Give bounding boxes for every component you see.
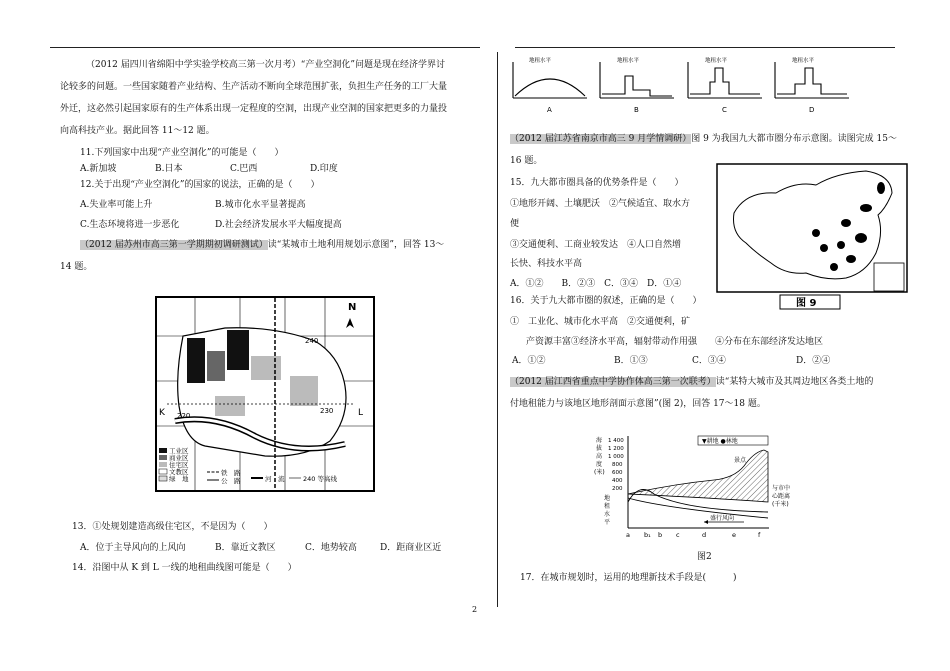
svg-text:工业区: 工业区: [169, 447, 189, 455]
label-k: K: [159, 408, 165, 418]
north-label: N: [348, 302, 357, 313]
q11-option-c: C.巴西: [230, 164, 258, 174]
q16-option-a: A．①②: [512, 356, 546, 366]
svg-text:b₁: b₁: [644, 531, 651, 539]
source-suzhou: [80, 239, 444, 251]
fig9-label: 图 9: [796, 298, 817, 309]
svg-text:与市中: 与市中: [772, 485, 791, 492]
rent-graph-c: [688, 62, 762, 98]
q16-line-1: ① 工业化、城市化水平高 ②交通便利，矿: [510, 317, 691, 327]
svg-text:海: 海: [596, 437, 603, 444]
q11-option-a: A.新加坡: [80, 164, 117, 174]
rent-graph-d-title: 地租水平: [792, 58, 815, 64]
label-l: L: [358, 408, 364, 418]
contour-220-label: 220: [177, 412, 191, 420]
q13-option-c: C．地势较高: [305, 543, 357, 553]
q12-option-b: B.城市化水平显著提高: [215, 200, 306, 210]
column-divider: [497, 52, 498, 607]
question-12: 12.关于出现“产业空洞化”的国家的说法，正确的是（ ）: [80, 180, 320, 190]
svg-text:d: d: [702, 531, 707, 539]
q15-line-4: 长快、科技水平高: [510, 259, 583, 269]
q15-line-3: ③交通便利、工商业较发达 ④人口自然增: [510, 240, 682, 250]
q12-option-d: D.社会经济发展水平大幅度提高: [215, 220, 342, 230]
question-13: 13．①处规划建造高级住宅区，不是因为（ ）: [72, 522, 273, 532]
industrial-zone-west: [187, 338, 205, 383]
wind-arrow-icon: [704, 520, 708, 524]
svg-text:1 200: 1 200: [608, 446, 624, 452]
svg-text:平: 平: [604, 519, 611, 526]
svg-text:心距离: 心距离: [772, 493, 791, 500]
terrain-rent-profile: [594, 432, 808, 540]
q15-line-1: ①地形开阔、土壤肥沃 ②气候适宜、取水方: [510, 199, 691, 209]
wind-direction-label: 盛行风向: [710, 515, 735, 522]
profile-x-axis-label: [772, 484, 790, 508]
q15-line-2: 便: [510, 219, 520, 229]
q13-option-b: B．靠近文教区: [215, 543, 276, 553]
svg-text:绿 地: 绿 地: [169, 475, 189, 483]
svg-text:f: f: [758, 531, 761, 539]
header-rule-right: [515, 47, 895, 48]
industrial-zone-north: [227, 330, 249, 370]
question-16: 16．关于九大都市圈的叙述，正确的是（ ）: [510, 296, 702, 306]
intro-line-3: 外迁，这必然引起国家原有的生产体系出现一定程度的空洞，出现产业空洞的国家把更多的力量投: [60, 104, 448, 114]
rent-curve-2: [628, 498, 768, 518]
q13-option-d: D．距商业区近: [380, 543, 442, 553]
commercial-zone: [207, 351, 225, 381]
profile-rent-label: [604, 494, 610, 526]
svg-text:200: 200: [612, 486, 623, 492]
scenic-label: 景点: [734, 457, 747, 464]
source-nanjing-highlight: （2012 届江苏省南京市高三 9 月学情调研）: [510, 134, 692, 144]
intro-line-1: （2012 届四川省绵阳中学实验学校高三第一次月考）“产业空洞化”问题是现在经济学界讨: [86, 60, 445, 70]
rent-graph-b-title: 地租水平: [617, 58, 640, 64]
q16-option-b: B．①③: [614, 356, 648, 366]
rent-graph-d-letter: D: [809, 106, 815, 114]
contour-240-label: 240: [305, 337, 319, 345]
svg-text:a: a: [626, 531, 630, 539]
profile-y-ticks: [608, 438, 624, 492]
svg-text:拔: 拔: [596, 445, 603, 452]
svg-text:e: e: [732, 531, 736, 539]
svg-text:400: 400: [612, 478, 623, 484]
question-15: 15．九大都市圈具备的优势条件是（ ）: [510, 178, 684, 188]
source-nanjing: [510, 133, 897, 145]
rent-curve-graphs: [505, 54, 865, 114]
china-metro-map: [716, 163, 908, 311]
source-suzhou-tail: 读“某城市土地利用规划示意图”，回答 13～: [267, 240, 445, 250]
svg-text:(千米): (千米): [772, 501, 789, 508]
rent-graph-a-title: 地租水平: [529, 58, 552, 64]
svg-text:高: 高: [596, 453, 603, 460]
header-rule-left: [50, 47, 480, 48]
svg-text:河 流: 河 流: [265, 475, 285, 483]
source-suzhou-highlight: （2012 届苏州市高三第一学期期初调研测试）: [80, 240, 268, 250]
svg-text:800: 800: [612, 462, 623, 468]
svg-text:b: b: [658, 531, 663, 539]
q16-option-d: D．②④: [796, 356, 831, 366]
source-jiangxi: [510, 376, 873, 388]
figure-2-caption: 图2: [697, 552, 712, 562]
q12-option-a: A.失业率可能上升: [80, 200, 153, 210]
question-17: 17．在城市规划时，运用的地理新技术手段是( ): [520, 573, 737, 583]
source-suzhou-line2: 14 题。: [60, 262, 93, 272]
q11-option-d: D.印度: [310, 164, 338, 174]
source-jiangxi-highlight: （2012 届江西省重点中学协作体高三第一次联考）: [510, 377, 716, 387]
source-jiangxi-tail: 读“某特大城市及其周边地区各类土地的: [715, 377, 874, 387]
svg-text:1 400: 1 400: [608, 438, 624, 444]
svg-text:600: 600: [612, 470, 623, 476]
q11-option-b: B.日本: [155, 164, 183, 174]
profile-x-letters: [626, 531, 761, 539]
svg-text:租: 租: [604, 503, 611, 510]
svg-text:240 等高线: 240 等高线: [303, 475, 337, 483]
profile-y-axis-label: [594, 436, 605, 476]
intro-line-4: 向高科技产业。据此回答 11～12 题。: [60, 126, 215, 136]
rent-graph-a-letter: A: [547, 106, 552, 114]
south-sea-inset: [874, 263, 904, 291]
terrain-profile: [628, 450, 768, 502]
question-14: 14．沿图中从 K 到 L 一线的地租曲线图可能是（ ）: [72, 563, 297, 573]
svg-text:水: 水: [604, 511, 611, 518]
intro-line-2: 论较多的问题。一些国家随着产业结构、生产活动不断向全球范围扩张，负担生产任务的工厂大量: [60, 82, 448, 92]
city-land-use-map: [155, 296, 375, 492]
svg-text:(米): (米): [594, 469, 605, 476]
question-11: 11.下列国家中出现“产业空洞化”的可能是（ ）: [80, 148, 284, 158]
rent-graph-d: [775, 62, 849, 98]
rent-graph-c-letter: C: [722, 106, 727, 114]
page-number: 2: [472, 605, 478, 614]
source-nanjing-tail: 图 9 为我国九大都市圈分布示意图。读图完成 15～: [691, 134, 897, 144]
svg-text:住宅区: 住宅区: [169, 461, 189, 469]
q16-line-2: 产资源丰富③经济水平高，辐射带动作用强 ④分布在东部经济发达地区: [526, 337, 824, 347]
rent-graph-b: [600, 62, 674, 98]
svg-text:1 000: 1 000: [608, 454, 624, 460]
contour-230-label: 230: [320, 407, 334, 415]
profile-legend: ▼耕地 ●林地: [702, 438, 738, 445]
rent-graph-c-title: 地租水平: [705, 58, 728, 64]
svg-text:度: 度: [596, 461, 603, 468]
source-nanjing-line2: 16 题。: [510, 156, 543, 166]
q16-option-c: C．③④: [692, 356, 726, 366]
q12-option-c: C.生态环境将进一步恶化: [80, 220, 180, 230]
source-jiangxi-line2: 付地租能力与该地区地形剖面示意图”(图 2)，回答 17～18 题。: [510, 399, 766, 409]
svg-text:文教区: 文教区: [169, 468, 189, 476]
rent-graph-a: [513, 62, 587, 98]
svg-text:商业区: 商业区: [169, 454, 189, 462]
svg-text:公 路: 公 路: [221, 477, 241, 485]
rent-graph-b-letter: B: [634, 106, 639, 114]
q15-options: A．①② B．②③ C．③④ D．①④: [510, 279, 682, 289]
q13-option-a: A．位于主导风向的上风向: [80, 543, 186, 553]
svg-text:铁 路: 铁 路: [221, 469, 241, 477]
svg-text:c: c: [676, 531, 680, 539]
svg-text:地: 地: [604, 495, 611, 502]
